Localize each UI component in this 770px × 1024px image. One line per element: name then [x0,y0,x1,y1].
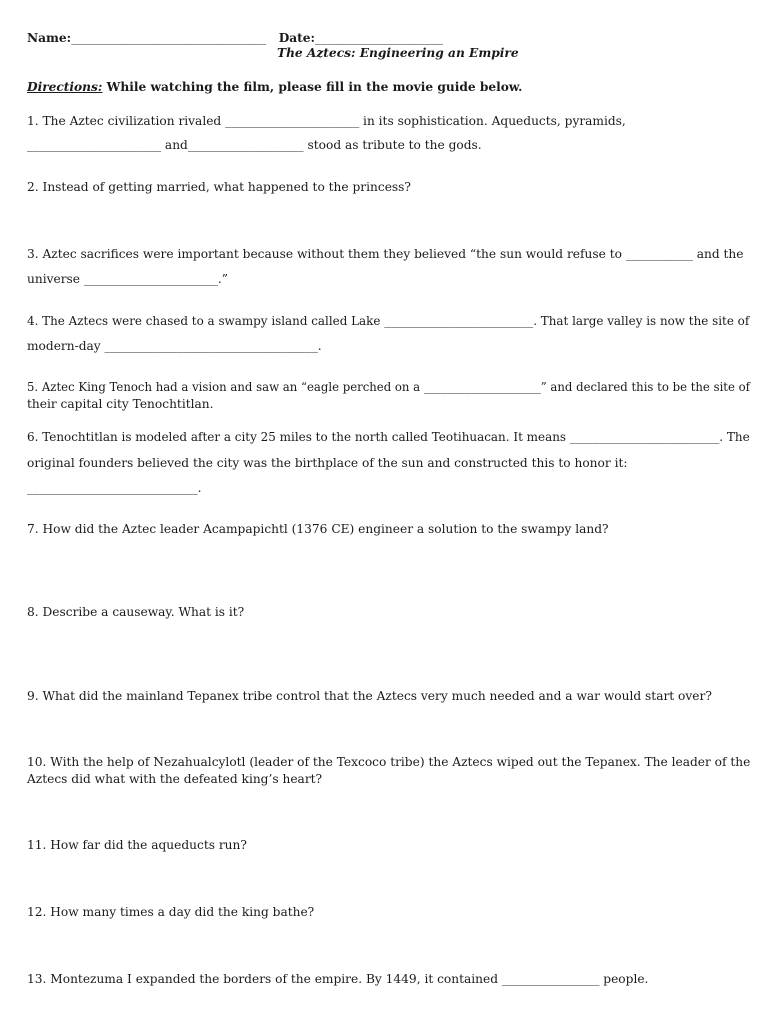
question-2: 2. Instead of getting married, what happened to the princess? [27,180,411,194]
question-6-line-2: original founders believed the city was the birthplace of the sun and constructed this to honor it: [27,456,628,470]
directions [27,79,522,95]
worksheet-subtitle: The Aztecs: Engineering an Empire [277,46,519,60]
question-12: 12. How many times a day did the king bathe? [27,905,315,919]
question-9: 9. What did the mainland Tepanex tribe control that the Aztecs very much needed and a war would start over? [27,689,712,703]
question-3-line-2: universe ______________________.” [27,272,229,286]
date-label: Date: [278,31,316,45]
directions-text: While watching the film, please fill in the movie guide below. [102,80,523,94]
question-6-line-3: ____________________________. [27,481,202,495]
question-4-line-2: modern-day ___________________________________. [27,339,322,353]
question-7: 7. How did the Aztec leader Acampapichtl (1376 CE) engineer a solution to the swampy land? [27,522,609,536]
question-3-line-1: 3. Aztec sacrifices were important because without them they believed “the sun would refuse to ___________ and the [27,247,744,261]
name-blank[interactable]: ________________________________ [71,31,267,45]
header-name-row [27,30,443,46]
directions-label: Directions: [27,80,103,94]
date-blank[interactable]: _____________________ [315,31,444,45]
question-4-line-1: 4. The Aztecs were chased to a swampy island called Lake _________________________. That large valley is now the site of [27,314,750,328]
question-5-line-2: their capital city Tenochtitlan. [27,397,214,411]
question-8: 8. Describe a causeway. What is it? [27,605,245,619]
question-1-line-2: ______________________ and___________________ stood as tribute to the gods. [27,138,482,152]
question-13: 13. Montezuma I expanded the borders of the empire. By 1449, it contained ________________ people. [27,972,649,986]
question-5-line-1: 5. Aztec King Tenoch had a vision and saw an “eagle perched on a ____________________” and declared this to be the site of [27,380,750,394]
question-1-line-1: 1. The Aztec civilization rivaled ______________________ in its sophistication. Aqueducts, pyramids, [27,114,626,128]
question-10-line-2: Aztecs did what with the defeated king’s heart? [27,772,323,786]
question-10-line-1: 10. With the help of Nezahualcylotl (leader of the Texcoco tribe) the Aztecs wiped out the Tepanex. The leader of the [27,755,751,769]
name-label: Name: [27,31,72,45]
question-11: 11. How far did the aqueducts run? [27,838,247,852]
question-6-line-1: 6. Tenochtitlan is modeled after a city 25 miles to the north called Teotihuacan. It means _________________________. The [27,430,750,444]
